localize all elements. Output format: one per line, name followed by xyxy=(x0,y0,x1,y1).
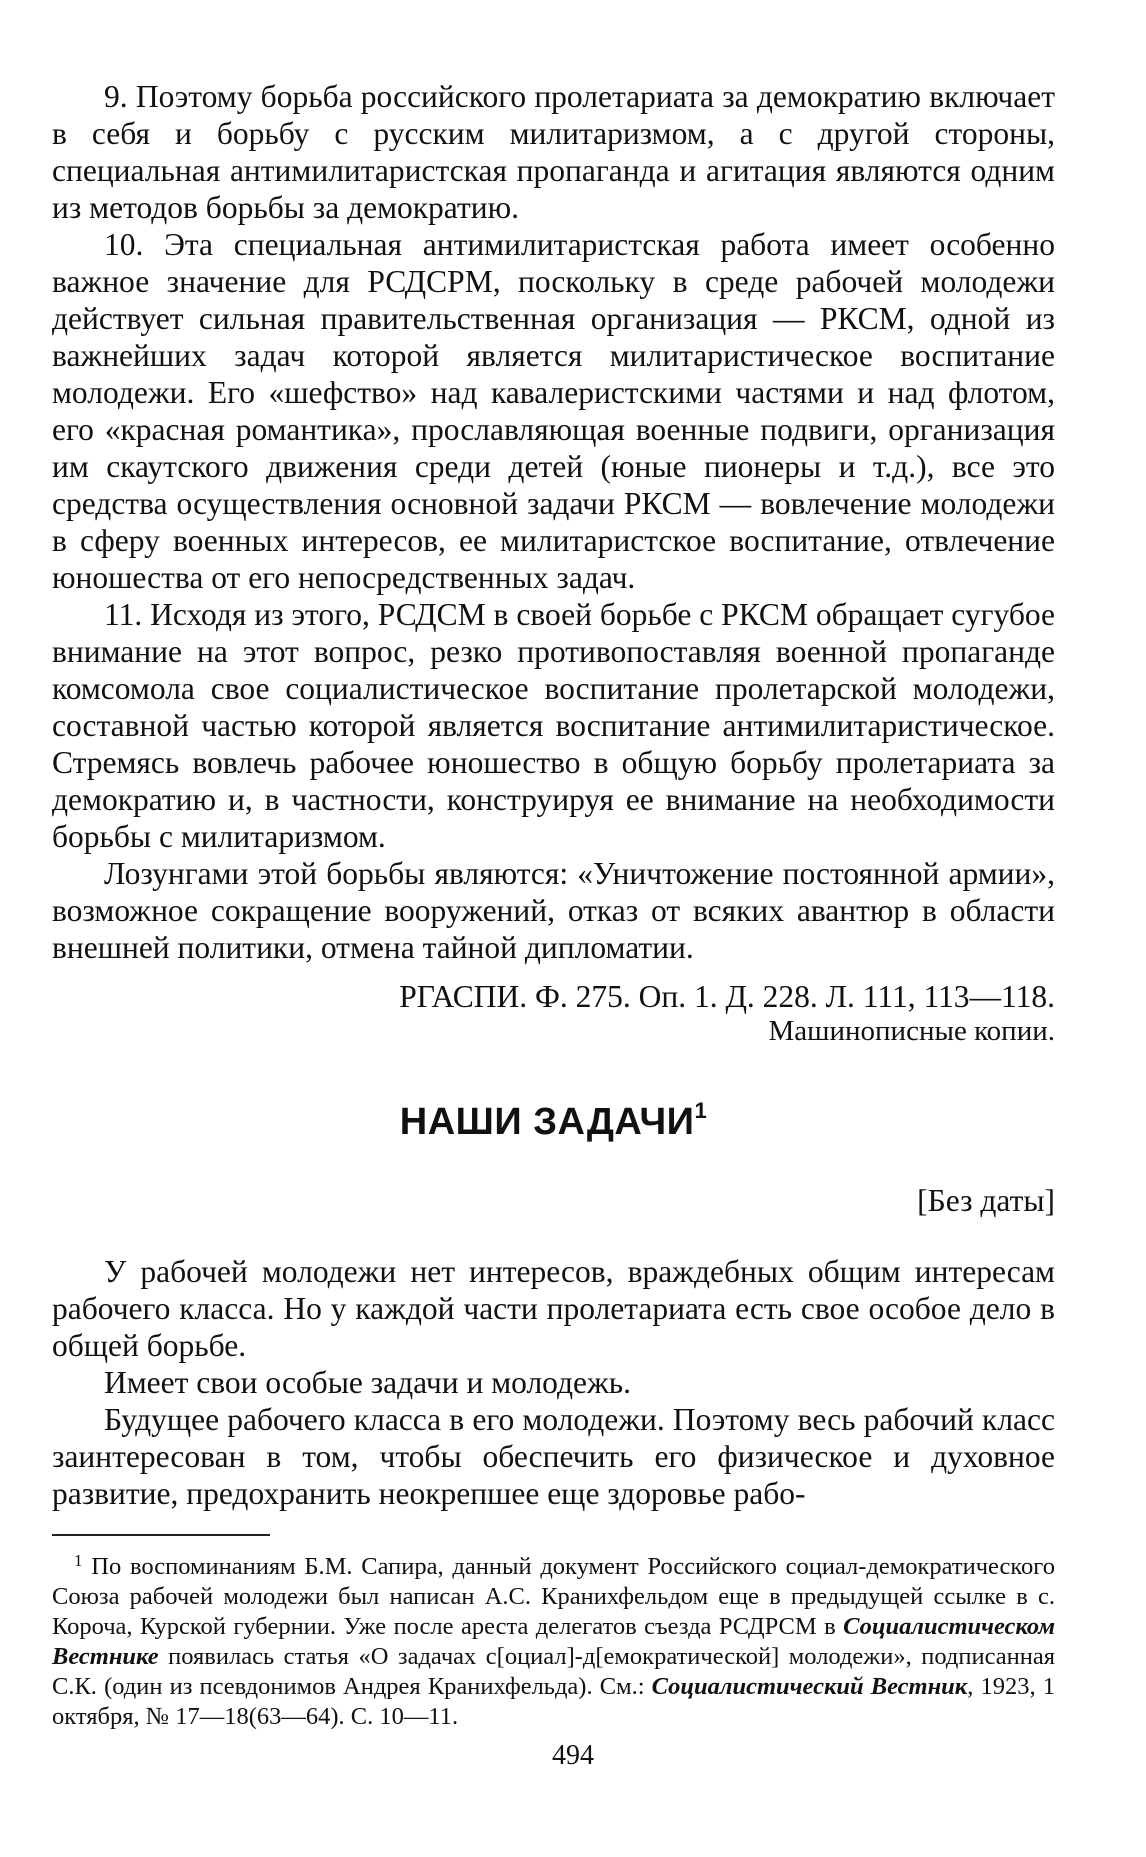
heading-footnote-mark: 1 xyxy=(694,1098,708,1123)
archive-source: РГАСПИ. Ф. 275. Оп. 1. Д. 228. Л. 111, 113—118. xyxy=(399,979,1055,1014)
footnote-divider xyxy=(52,1534,270,1536)
page-number: 494 xyxy=(552,1740,594,1771)
footnote-mark: 1 xyxy=(74,1551,83,1570)
paragraph-tasks: Имеет свои особые задачи и молодежь. xyxy=(104,1365,632,1400)
footnote-text-c: , 1923, 1 октября, № 17—18(63—64). С. 10—11. xyxy=(52,1673,1055,1730)
footnote-journal-1: Социалистическом Вестнике xyxy=(52,1613,1055,1670)
paragraph-future: Будущее рабочего класса в его молодежи. Поэтому весь рабочий класс заинтересован в том, чтобы обеспечить его физическое и духовное развитие, предохранить неокрепшее еще здоровье рабо- xyxy=(52,1402,1055,1511)
footnote xyxy=(52,1552,1055,1732)
footnote-text-b: появилась статья «О задачах с[оциал]-д[емократической] молодежи», подписанная С.К. (один из псевдонимов Андрея Кранихфельда). См.: xyxy=(52,1643,1055,1700)
footnote-journal-2: Социалистический Вестник xyxy=(651,1673,968,1700)
date-note: [Без даты] xyxy=(917,1183,1055,1218)
section-heading xyxy=(52,1100,1055,1144)
footnote-text-a: По воспоминаниям Б.М. Сапира, данный документ Российского социал-демократического Союза рабочей молодежи был написан А.С. Кранихфельдом еще в предыдущей ссылке в с. Короча, Курской губернии. Уже после ареста делегатов съезда РСДРСМ в xyxy=(52,1553,1055,1640)
document-page xyxy=(52,78,1055,1732)
paragraph-10: 10. Эта специальная антимилитаристская работа имеет особенно важное значение для РСДСРМ, поскольку в среде рабочей молодежи действует сильная правительственная организация — РКСМ, одной из важнейших задач которой является милитаристическое воспитание молодежи. Его «шефство» над кавалеристскими частями и над флотом, его «красная романтика», прославляющая военные подвиги, организация им скаутского движения среди детей (юные пионеры и т.д.), все это средства осуществления основной задачи РКСМ — вовлечение молодежи в сферу военных интересов, ее милитаристское воспитание, отвлечение юношества от его непосредственных задач. xyxy=(52,227,1055,595)
archive-note: Машинописные копии. xyxy=(768,1015,1055,1047)
paragraph-intro: У рабочей молодежи нет интересов, враждебных общим интересам рабочего класса. Но у каждой части пролетариата есть свое особое дело в общей борьбе. xyxy=(52,1254,1055,1363)
heading-title: НАШИ ЗАДАЧИ xyxy=(399,1101,695,1143)
paragraph-slogans: Лозунгами этой борьбы являются: «Уничтожение постоянной армии», возможное сокращение вооружений, отказ от всяких авантюр в области внешней политики, отмена тайной дипломатии. xyxy=(52,856,1055,965)
paragraph-9: 9. Поэтому борьба российского пролетариата за демократию включает в себя и борьбу с русским милитаризмом, а с другой стороны, специальная антимилитаристская пропаганда и агитация являются одним из методов борьбы за демократию. xyxy=(52,79,1055,225)
paragraph-11: 11. Исходя из этого, РСДСМ в своей борьбе с РКСМ обращает сугубое внимание на этот вопрос, резко противопоставляя военной пропаганде комсомола свое социалистическое воспитание пролетарской молодежи, составной частью которой является воспитание антимилитаристическое. Стремясь вовлечь рабочее юношество в общую борьбу пролетариата за демократию и, в частности, конструируя ее внимание на необходимости борьбы с милитаризмом. xyxy=(52,597,1055,854)
